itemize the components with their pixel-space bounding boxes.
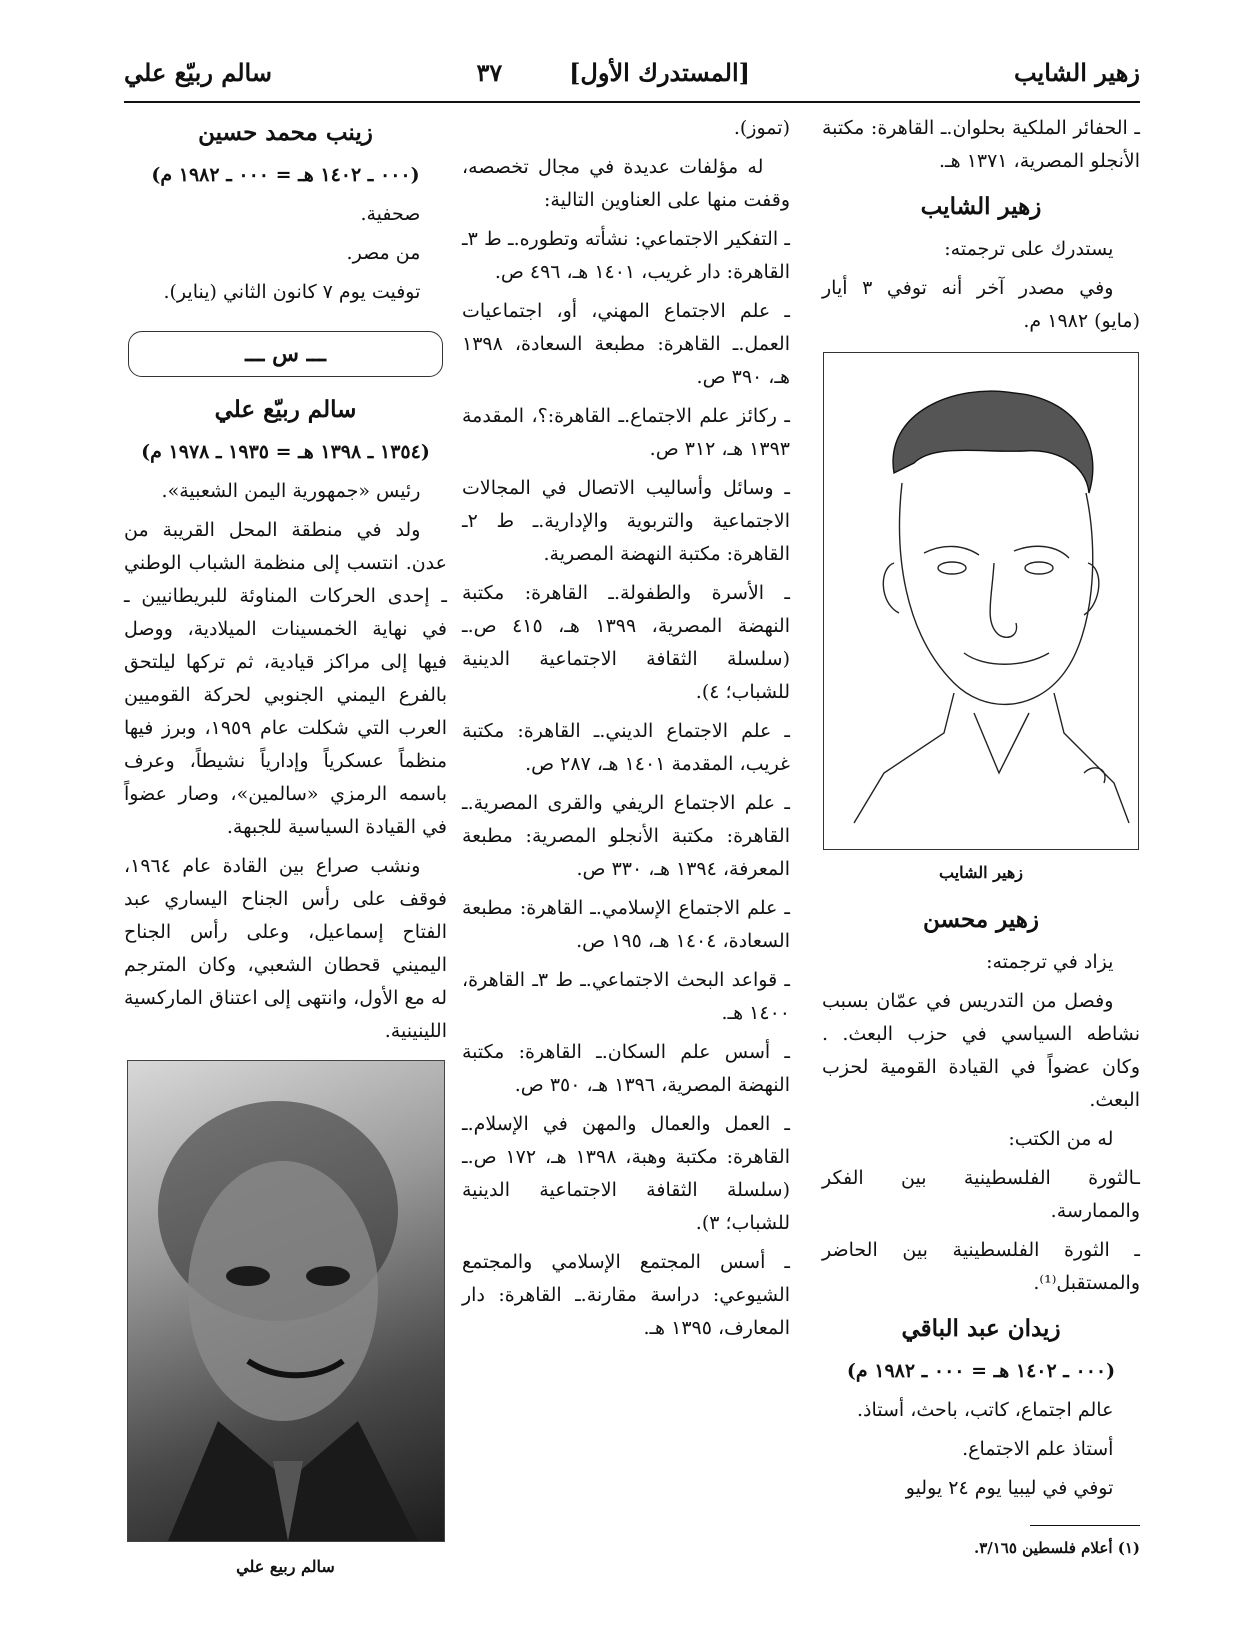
portrait-sketch-drawing xyxy=(824,353,1138,849)
header-center-title: [المستدرك الأول] xyxy=(569,58,750,87)
bibliography-item: ـ علم الاجتماع الريفي والقرى المصرية.ـ القاهرة: مكتبة الأنجلو المصرية: مطبعة المعرفة، ١٣٩٤ هـ، ٣٣٠ ص. xyxy=(462,792,790,880)
column-right xyxy=(822,112,1140,1565)
paragraph: له مؤلفات عديدة في مجال تخصصه، وقفت منها على العناوين التالية: xyxy=(462,156,790,211)
header-center xyxy=(476,58,750,87)
bibliography-item: ـ وسائل وأساليب الاتصال في المجالات الاجتماعية والتربوية والإدارية.ـ ط ٢ـ القاهرة: مكتبة النهضة المصرية. xyxy=(462,477,790,565)
paragraph: له من الكتب: xyxy=(1008,1128,1114,1150)
paragraph: توفيت يوم ٧ كانون الثاني (يناير). xyxy=(163,281,421,303)
portrait-photo xyxy=(127,1060,445,1542)
paragraph: أستاذ علم الاجتماع. xyxy=(962,1438,1114,1460)
section-letter-box xyxy=(128,331,443,377)
photo-caption: سالم ربيع علي xyxy=(236,1557,335,1576)
footnote: (١) أعلام فلسطين ٣/١٦٥. xyxy=(973,1539,1140,1557)
bibliography-item: ـ الأسرة والطفولة.ـ القاهرة: مكتبة النهضة المصرية، ١٣٩٩ هـ، ٤١٥ ص.ـ (سلسلة الثقافة الاجتماعية الدينية للشباب؛ ٤). xyxy=(462,582,790,703)
bibliography-item: ـ علم الاجتماع الديني.ـ القاهرة: مكتبة غريب، المقدمة ١٤٠١ هـ، ٢٨٧ ص. xyxy=(462,720,790,775)
paragraph: وفصل من التدريس في عمّان بسبب نشاطه السياسي في حزب البعث. . وكان عضواً في القيادة القومية لحزب البعث. xyxy=(822,990,1140,1111)
paragraph: يستدرك على ترجمته: xyxy=(944,238,1114,260)
book-item: ـالثورة الفلسطينية بين الفكر والممارسة. xyxy=(822,1167,1140,1222)
paragraph: (تموز). xyxy=(733,117,790,139)
paragraph: يزاد في ترجمته: xyxy=(986,951,1114,973)
intro-line: ـ الحفائر الملكية بحلوان.ـ القاهرة: مكتبة الأنجلو المصرية، ١٣٧١ هـ. xyxy=(822,117,1140,172)
page-number: ٣٧ xyxy=(476,58,503,87)
running-header xyxy=(124,58,1140,98)
entry-dates: (١٣٥٤ ـ ١٣٩٨ هـ = ١٩٣٥ ـ ١٩٧٨ م) xyxy=(141,441,430,463)
column-left xyxy=(124,112,447,1597)
footnote-rule xyxy=(1030,1525,1140,1526)
entry-title-zainab: زينب محمد حسين xyxy=(198,119,373,146)
entry-title-zuhair-mohsen: زهير محسن xyxy=(922,906,1040,933)
section-letter: ـــ س ـــ xyxy=(245,340,326,367)
bibliography-item: ـ قواعد البحث الاجتماعي.ـ ط ٣ـ القاهرة، ١٤٠٠ هـ. xyxy=(462,969,790,1024)
paragraph: توفي في ليبيا يوم ٢٤ يوليو xyxy=(905,1477,1114,1499)
header-left-name: سالم ربيّع علي xyxy=(124,58,272,87)
paragraph: رئيس «جمهورية اليمن الشعبية». xyxy=(161,480,421,502)
bibliography-item: ـ التفكير الاجتماعي: نشأته وتطوره.ـ ط ٣ـ القاهرة: دار غريب، ١٤٠١ هـ، ٤٩٦ ص. xyxy=(462,228,790,283)
entry-title-zuhair-shayeb: زهير الشايب xyxy=(920,193,1042,220)
column-middle xyxy=(462,112,790,1351)
entry-dates: (٠٠٠ ـ ١٤٠٢ هـ = ٠٠٠ ـ ١٩٨٢ م) xyxy=(846,1360,1116,1382)
entry-dates: (٠٠٠ ـ ١٤٠٢ هـ = ٠٠٠ ـ ١٩٨٢ م) xyxy=(151,164,420,186)
paragraph: ونشب صراع بين القادة عام ١٩٦٤، فوقف على رأس الجناح اليساري عبد الفتاح إسماعيل، وعلى رأس الجناح اليميني قحطان الشعبي، وكان المترجم له مع الأول، وانتهى إلى اعتناق الماركسية اللينينية. xyxy=(124,855,447,1042)
paragraph: عالم اجتماع، كاتب، باحث، أستاذ. xyxy=(856,1399,1114,1421)
paragraph: وفي مصدر آخر أنه توفي ٣ أيار (مايو) ١٩٨٢ م. xyxy=(822,277,1140,332)
entry-title-salem: سالم ربيّع علي xyxy=(214,396,357,423)
paragraph: ولد في منطقة المحل القريبة من عدن. انتسب إلى منظمة الشباب الوطني ـ إحدى الحركات المناوئة للبريطانيين ـ في نهاية الخمسينات الميلادية، ووصل فيها إلى مراكز قيادية، ثم تركها ليلتحق بالفرع اليمني الجنوبي لحركة القوميين العرب التي شكلت عام ١٩٥٩، وبرز فيها منظماً عسكرياً وإدارياً نشيطاً، وعرف باسمه الرمزي «سالمين»، وصار عضواً في القيادة السياسية للجبهة. xyxy=(124,519,447,838)
header-right-name: زهير الشايب xyxy=(1013,58,1140,87)
portrait-caption: زهير الشايب xyxy=(938,863,1024,882)
header-rule xyxy=(124,101,1140,103)
bibliography-item: ـ ركائز علم الاجتماع.ـ القاهرة:؟، المقدمة ١٣٩٣ هـ، ٣١٢ ص. xyxy=(462,405,790,460)
bibliography-item: ـ علم الاجتماع الإسلامي.ـ القاهرة: مطبعة السعادة، ١٤٠٤ هـ، ١٩٥ ص. xyxy=(462,897,790,952)
entry-title-zidan: زيدان عبد الباقي xyxy=(901,1315,1061,1342)
bibliography-item: ـ علم الاجتماع المهني، أو، اجتماعيات العمل.ـ القاهرة: مطبعة السعادة، ١٣٩٨ هـ، ٣٩٠ ص. xyxy=(462,300,790,388)
portrait-sketch xyxy=(823,352,1139,850)
portrait-photo-drawing xyxy=(128,1061,444,1541)
bibliography-item: ـ أسس علم السكان.ـ القاهرة: مكتبة النهضة المصرية، ١٣٩٦ هـ، ٣٥٠ ص. xyxy=(462,1041,790,1096)
bibliography-item: ـ أسس المجتمع الإسلامي والمجتمع الشيوعي: دراسة مقارنة.ـ القاهرة: دار المعارف، ١٣٩٥ هـ. xyxy=(462,1251,790,1339)
paragraph: من مصر. xyxy=(346,242,421,264)
paragraph: صحفية. xyxy=(360,203,421,225)
bibliography-item: ـ العمل والعمال والمهن في الإسلام.ـ القاهرة: مكتبة وهبة، ١٣٩٨ هـ، ١٧٢ ص.ـ (سلسلة الثقافة الاجتماعية الدينية للشباب؛ ٣). xyxy=(462,1113,790,1234)
book-item: ـ الثورة الفلسطينية بين الحاضر والمستقبل⁽¹⁾. xyxy=(822,1239,1140,1294)
